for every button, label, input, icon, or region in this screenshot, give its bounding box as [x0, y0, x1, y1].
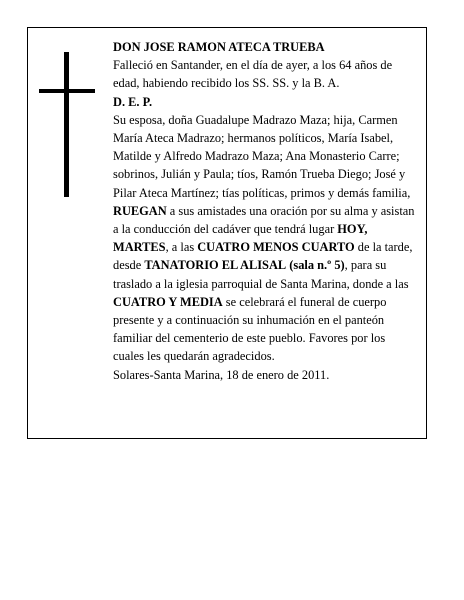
- funeral-request: [113, 202, 416, 366]
- rip-line: D. E. P.: [113, 94, 153, 109]
- time-highlight: CUATRO MENOS CUARTO: [197, 240, 355, 255]
- request-text-1: a sus amistades una oración por su alma y asistan a la conducción del cadáver que tendrá lugar: [113, 203, 415, 237]
- family-list: Su esposa, doña Guadalupe Madrazo Maza; hija, Carmen María Ateca Madrazo; hermanos políticos, María Isabel, Matilde y Alfredo Madrazo Maza; Ana Monasterio Carre; sobrinos, Julián y Paula; tíos, Ramón Trueba Diego; José y Pilar Ateca Martínez; tías políticas, primos y demás familia,: [113, 112, 411, 200]
- funeral-time-highlight: CUATRO Y MEDIA: [113, 294, 223, 309]
- request-text-5: , para su traslado a la iglesia parroquial de Santa Marina, donde a las: [113, 258, 409, 291]
- request-text-3: de la tarde, desde: [113, 240, 413, 273]
- request-text-2: , a las: [165, 240, 198, 255]
- place-and-date: Solares-Santa Marina, 18 de enero de 2011.: [113, 367, 330, 382]
- request-text-6: se celebrará el funeral de cuerpo presente y a continuación su inhumación en el panteón familiar del cementerio de este pueblo. Favores por los cuales les quedarán agradecidos.: [113, 294, 387, 364]
- cross-icon-bar: [39, 89, 95, 93]
- room-highlight: (sala n.º 5): [289, 258, 345, 273]
- obituary-text: [113, 38, 416, 384]
- ruegan-word: RUEGAN: [113, 203, 167, 218]
- day-highlight: HOY, MARTES: [113, 222, 368, 255]
- place-highlight: TANATORIO EL ALISAL: [144, 258, 287, 273]
- death-statement: Falleció en Santander, en el día de ayer, a los 64 años de edad, habiendo recibido los SS. SS. y la B. A.: [113, 58, 393, 91]
- deceased-name: DON JOSE RAMON ATECA TRUEBA: [113, 40, 325, 54]
- cross-icon: [64, 52, 69, 197]
